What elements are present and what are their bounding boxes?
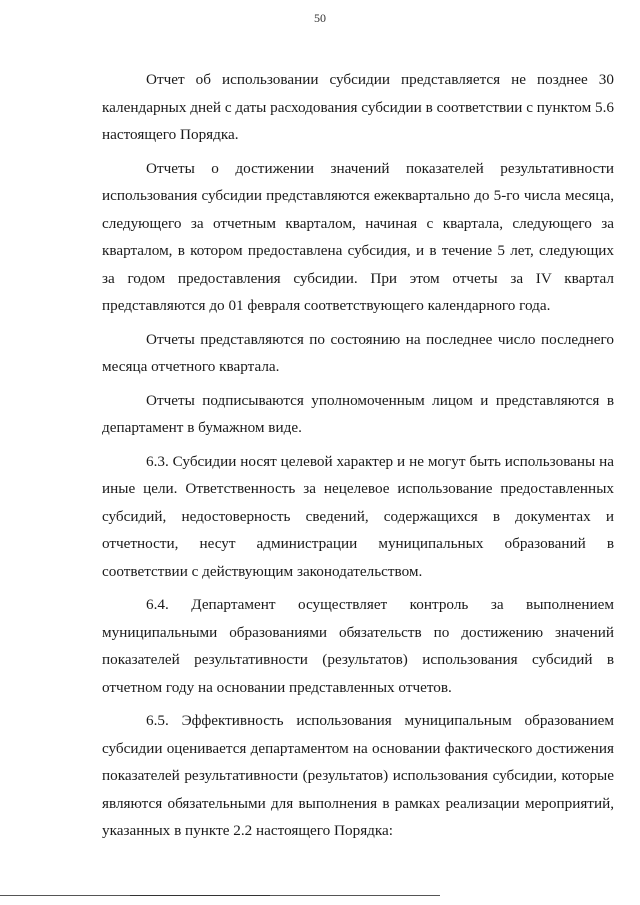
paragraph-6-3: 6.3. Субсидии носят целевой характер и не могут быть использованы на иные цели. Ответственность за нецелевое использование предоставленных субсидий, недостоверность сведений, содержащихся в документах и отчетности, несут администрации муниципальных образований в соответствии с действующим законодательством. [102,452,614,580]
document-body [102,66,614,851]
paragraph-report-usage: Отчет об использовании субсидии представляется не позднее 30 календарных дней с даты расходования субсидии в соответствии с пунктом 5.6 настоящего Порядка. [102,71,614,143]
footer-divider-accent [130,895,270,896]
paragraph-report-date: Отчеты представляются по состоянию на последнее число последнего месяца отчетного квартала. [102,330,614,375]
paragraph-6-5: 6.5. Эффективность использования муниципальным образованием субсидии оценивается департаментом на основании фактического достижения показателей результативности (результатов) использования субсидии, которые являются обязательными для выполнения в рамках реализации мероприятий, указанных в пункте 2.2 настоящего Порядка: [102,712,614,839]
paragraph-report-signing: Отчеты подписываются уполномоченным лицом и представляются в департамент в бумажном виде. [102,391,614,436]
paragraph-6-4: 6.4. Департамент осуществляет контроль за выполнением муниципальными образованиями обязательств по достижению значений показателей результативности (результатов) использования субсидий в отчетном году на основании представленных отчетов. [102,596,614,696]
page-number: 50 [314,11,326,25]
paragraph-report-indicators: Отчеты о достижении значений показателей результативности использования субсидии представляются ежеквартально до 5-го числа месяца, следующего за отчетным кварталом, начиная с квартала, следующего за кварталом, в котором предоставлена субсидия, и в течение 5 лет, следующих за годом предоставления субсидии. При этом отчеты за IV квартал представляются до 01 февраля соответствующего календарного года. [102,159,614,314]
